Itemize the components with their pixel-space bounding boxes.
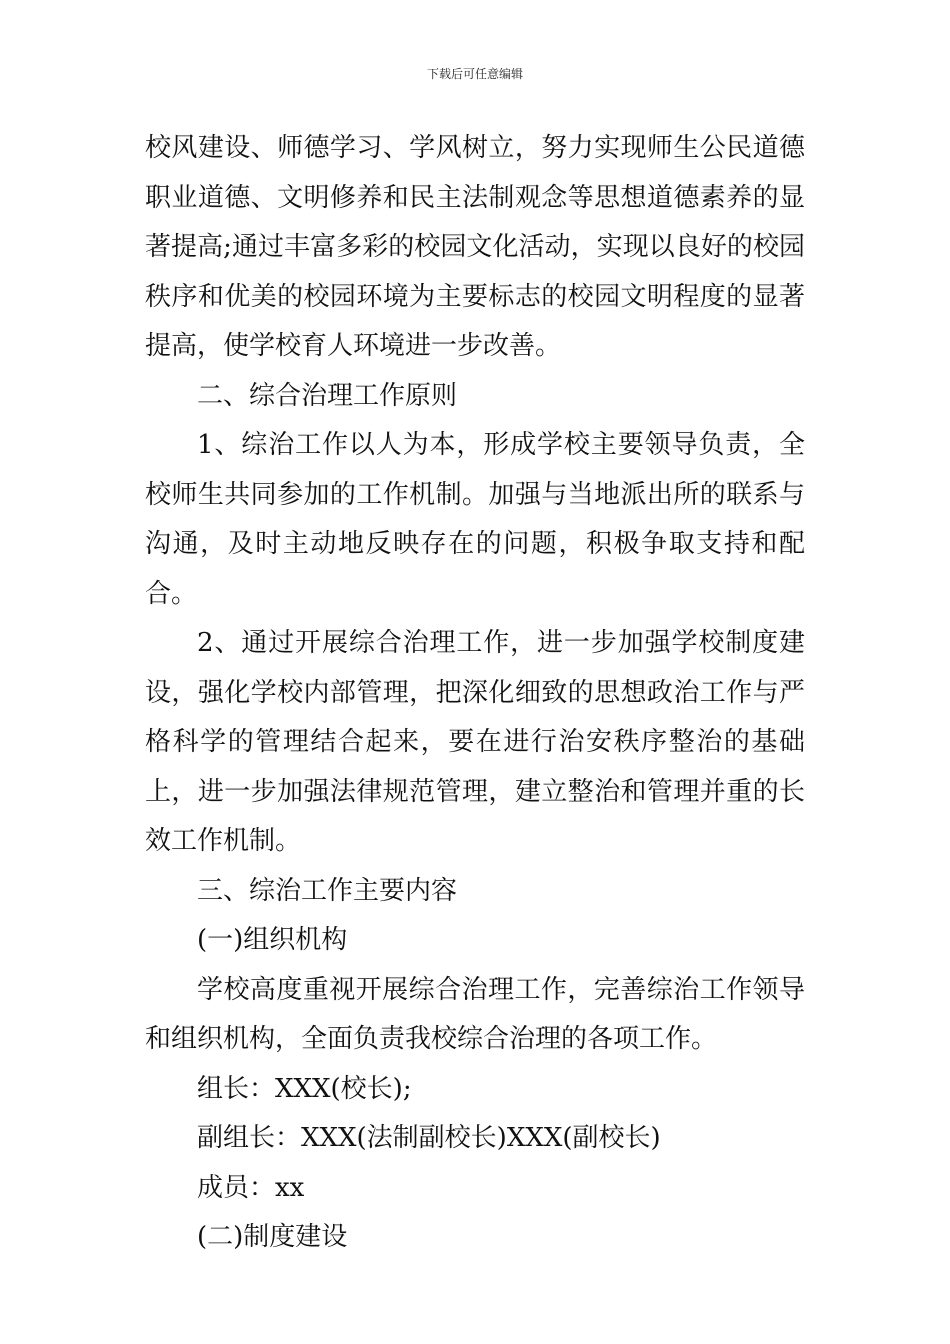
list-item-leader: 组长：XXX(校长);	[197, 1073, 412, 1104]
section-heading-principles: 二、综合治理工作原则	[197, 380, 458, 411]
paragraph-continuation: 校风建设、师德学习、学风树立，努力实现师生公民道德职业道德、文明修养和民主法制观念等思想道德素养的显著提高;通过丰富多彩的校园文化活动，实现以良好的校园秩序和优美的校园环境为主要标志的校园文明程度的显著提高，使学校育人环境进一步改善。	[145, 133, 805, 361]
section-heading-main-content: 三、综治工作主要内容	[197, 875, 458, 906]
paragraph-principle-2: 2、通过开展综合治理工作，进一步加强学校制度建设，强化学校内部管理，把深化细致的思想政治工作与严格科学的管理结合起来，要在进行治安秩序整治的基础上，进一步加强法律规范管理，建立整治和管理并重的长效工作机制。	[145, 628, 805, 856]
paragraph-organization: 学校高度重视开展综合治理工作，完善综治工作领导和组织机构，全面负责我校综合治理的各项工作。	[145, 974, 805, 1054]
list-item-deputy-leader: 副组长：XXX(法制副校长)XXX(副校长)	[197, 1123, 661, 1153]
document-body	[145, 124, 805, 1263]
paragraph-principle-1: 1、综治工作以人为本，形成学校主要领导负责，全校师生共同参加的工作机制。加强与当地派出所的联系与沟通，及时主动地反映存在的问题，积极争取支持和配合。	[145, 430, 805, 609]
page-header-note: 下载后可任意编辑	[426, 67, 523, 81]
list-item-members: 成员：xx	[197, 1172, 305, 1203]
subsection-heading-organization: (一)组织机构	[197, 925, 348, 955]
subsection-heading-system-building: (二)制度建设	[197, 1222, 348, 1252]
